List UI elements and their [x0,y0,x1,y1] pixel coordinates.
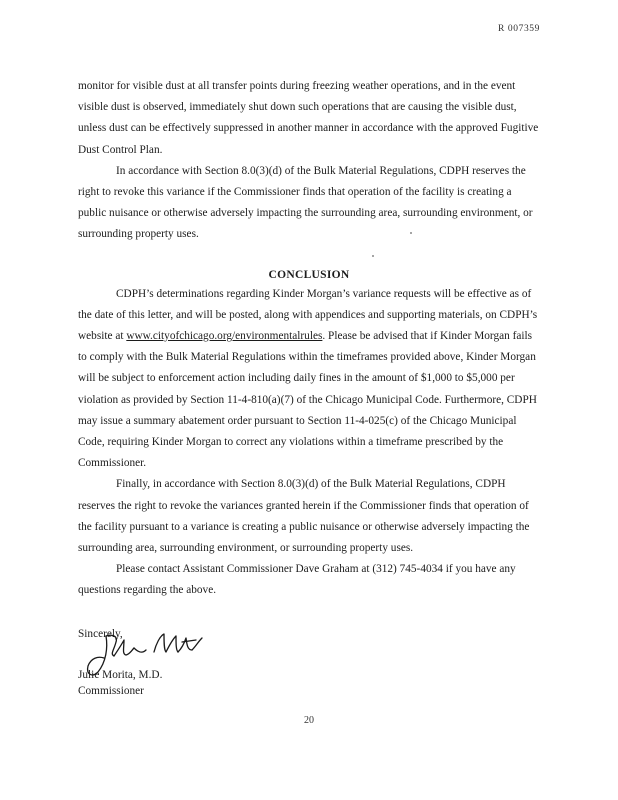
conclusion-heading: CONCLUSION [268,268,350,281]
paragraph-contact: Please contact Assistant Commissioner Dave Graham at (312) 745-4034 if you have any questions regarding the above. [78,563,516,597]
paragraph-determinations [78,284,540,475]
scan-speck [410,232,412,234]
signer-title: Commissioner [78,685,144,697]
salutation: Sincerely, [78,627,123,640]
paragraph-revoke-variance: In accordance with Section 8.0(3)(d) of the Bulk Material Regulations, CDPH reserves the right to revoke this variance if the Commissioner finds that operation of the facility is creating a public nuisance or otherwise adversely impacting the surrounding area, surrounding environment, or surrounding property uses. [78,164,533,241]
signature-block [78,667,162,699]
page-number: 20 [304,715,314,726]
determinations-text-end: . Please be advised that if Kinder Morgan fails to comply with the Bulk Material Regulations within the timeframes provided above, Kinder Morgan will be subject to enforcement action including daily fines in the amount of $1,000 to $5,000 per violation as provided by Section 11-4-810(a)(7) of the Chicago Municipal Code. Furthermore, CDPH may issue a summary abatement order pursuant to Section 11-4-025(c) of the Chicago Municipal Code, requiring Kinder Morgan to correct any violations within a timeframe prescribed by the Commissioner. [78,330,537,470]
environmental-rules-link[interactable]: www.cityofchicago.org/environmentalrules [126,330,323,343]
letter-body [78,76,540,645]
paragraph-finally: Finally, in accordance with Section 8.0(3)(d) of the Bulk Material Regulations, CDPH reserves the right to revoke the variances granted herein if the Commissioner finds that operation of the facility pursuant to a variance is creating a public nuisance or otherwise adversely impacting the surrounding area, surrounding environment, or surrounding property uses. [78,478,530,555]
scan-speck [372,255,374,257]
paragraph-freezing-weather: monitor for visible dust at all transfer points during freezing weather operations, and in the event visible dust is observed, immediately shut down such operations that are causing the visible dust, unless dust can be effectively suppressed in another manner in accordance with the approved Fugitive Dust Control Plan. [78,80,539,156]
signer-name: Julie Morita, M.D. [78,669,163,681]
bates-number: R 007359 [498,24,541,34]
determinations-text-start: CDPH’s determinations regarding Kinder Morgan’s variance requests will be effective as of the date of this letter, and will be posted, along with appendices and supporting materials, on CDPH’s website at [78,287,538,343]
